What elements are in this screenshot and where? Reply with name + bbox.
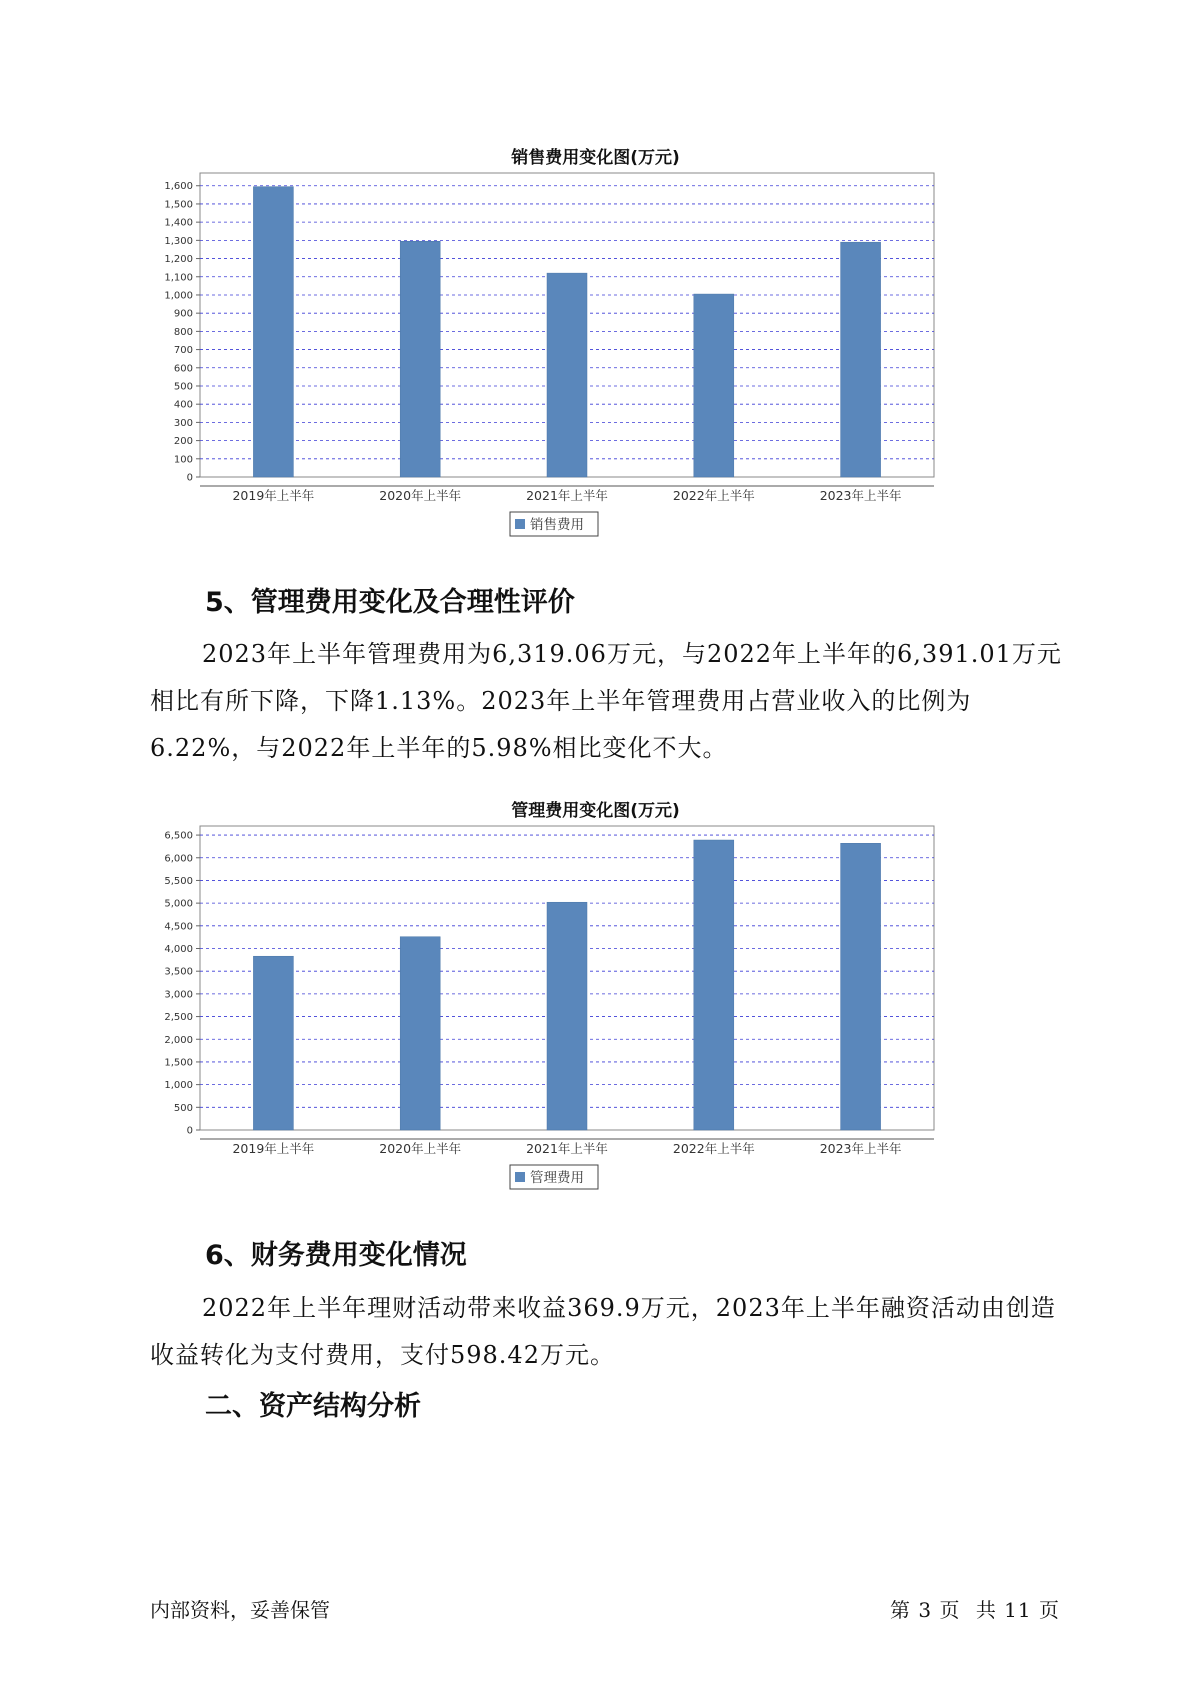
y-tick-label: 3,500 (164, 966, 193, 978)
y-tick-label: 5,000 (164, 898, 193, 910)
bar (400, 241, 440, 477)
section-5-heading: 5、管理费用变化及合理性评价 (205, 587, 575, 618)
x-tick-label: 2023年上半年 (819, 488, 902, 503)
legend-label: 销售费用 (530, 517, 584, 533)
y-tick-label: 0 (186, 1125, 193, 1137)
bar (253, 187, 293, 477)
y-tick-label: 5,500 (164, 875, 193, 887)
x-tick-label: 2023年上半年 (819, 1141, 902, 1156)
y-tick-label: 1,000 (164, 290, 193, 302)
chart-title-sales: 销售费用变化图(万元) (511, 148, 680, 168)
y-tick-label: 1,300 (164, 235, 193, 247)
x-tick-label: 2019年上半年 (232, 488, 315, 503)
bar (841, 843, 881, 1130)
y-tick-label: 600 (173, 363, 193, 375)
y-tick-label: 2,500 (164, 1012, 193, 1024)
legend-label: 管理费用 (530, 1170, 584, 1186)
y-tick-label: 1,000 (164, 1080, 193, 1092)
y-tick-label: 300 (173, 417, 193, 429)
sales-expense-chart (150, 168, 1020, 550)
y-tick-label: 1,500 (164, 1057, 193, 1069)
y-tick-label: 100 (173, 454, 193, 466)
y-tick-label: 2,000 (164, 1034, 193, 1046)
y-tick-label: 4,500 (164, 921, 193, 933)
section-2-heading: 二、资产结构分析 (205, 1391, 421, 1422)
admin-expense-chart (150, 821, 1020, 1203)
x-tick-label: 2022年上半年 (672, 488, 755, 503)
chart-title-admin: 管理费用变化图(万元) (511, 801, 680, 821)
bar (841, 242, 881, 477)
x-tick-label: 2020年上半年 (379, 1141, 462, 1156)
section-6-paragraph: 2022年上半年理财活动带来收益369.9万元，2023年上半年融资活动由创造收益转化为支付费用，支付598.42万元。 (150, 1294, 1056, 1369)
y-tick-label: 4,000 (164, 944, 193, 956)
legend-swatch (515, 1172, 525, 1182)
footer-page-label: 第 3 页 (890, 1598, 961, 1622)
footer-page-number (890, 1594, 1068, 1623)
y-tick-label: 800 (173, 326, 193, 338)
y-tick-label: 0 (186, 472, 193, 484)
y-tick-label: 900 (173, 308, 193, 320)
x-tick-label: 2019年上半年 (232, 1141, 315, 1156)
bar (694, 840, 734, 1130)
y-tick-label: 500 (173, 381, 193, 393)
y-tick-label: 6,500 (164, 830, 193, 842)
y-tick-label: 1,600 (164, 181, 193, 193)
y-tick-label: 400 (173, 399, 193, 411)
y-tick-label: 6,000 (164, 853, 193, 865)
bar (547, 902, 587, 1130)
section-5-paragraph: 2023年上半年管理费用为6,319.06万元，与2022年上半年的6,391.01万元相比有所下降，下降1.13%。2023年上半年管理费用占营业收入的比例为6.22%，与2022年上半年的5.98%相比变化不大。 (150, 640, 1062, 762)
x-tick-label: 2021年上半年 (526, 488, 608, 503)
y-tick-label: 1,500 (164, 199, 193, 211)
bar (547, 273, 587, 477)
y-tick-label: 200 (173, 436, 193, 448)
y-tick-label: 500 (173, 1102, 193, 1114)
x-tick-label: 2021年上半年 (526, 1141, 608, 1156)
y-tick-label: 1,100 (164, 272, 193, 284)
y-tick-label: 1,200 (164, 254, 193, 266)
footer-confidential-note: 内部资料，妥善保管 (150, 1598, 330, 1622)
y-tick-label: 1,400 (164, 217, 193, 229)
section-6-heading: 6、财务费用变化情况 (205, 1240, 467, 1271)
bar (253, 956, 293, 1130)
bar (694, 294, 734, 477)
x-tick-label: 2022年上半年 (672, 1141, 755, 1156)
legend-swatch (515, 519, 525, 529)
x-tick-label: 2020年上半年 (379, 488, 462, 503)
y-tick-label: 700 (173, 345, 193, 357)
y-tick-label: 3,000 (164, 989, 193, 1001)
footer-total-label: 共 11 页 (975, 1598, 1060, 1622)
bar (400, 937, 440, 1130)
